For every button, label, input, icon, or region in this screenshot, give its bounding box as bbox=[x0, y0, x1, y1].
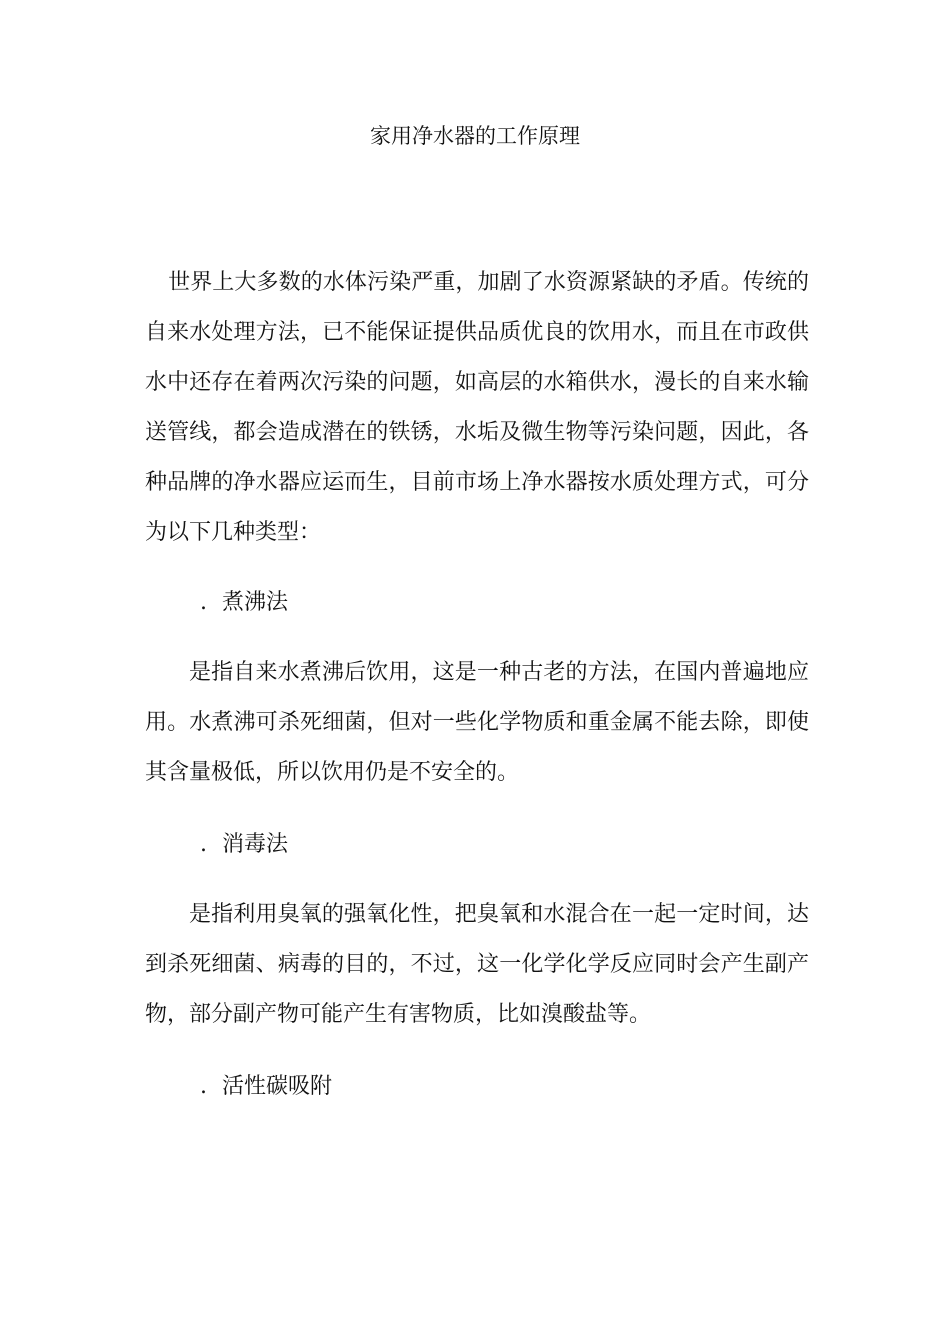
section-marker: . bbox=[200, 1074, 207, 1099]
section-heading-activated-carbon bbox=[200, 1072, 332, 1102]
document-title: 家用净水器的工作原理 bbox=[370, 124, 580, 148]
section-heading-disinfection bbox=[200, 830, 288, 860]
section-marker: . bbox=[200, 832, 207, 857]
disinfection-paragraph: 是指利用臭氧的强氧化性，把臭氧和水混合在一起一定时间，达到杀死细菌、病毒的目的，不过，这一化学化学反应同时会产生副产物，部分副产物可能产生有害物质，比如溴酸盐等。 bbox=[145, 902, 809, 1027]
section-heading-text: 煮沸法 bbox=[222, 590, 289, 615]
section-heading-text: 活性碳吸附 bbox=[222, 1074, 333, 1099]
section-marker: . bbox=[200, 590, 207, 615]
boiling-paragraph: 是指自来水煮沸后饮用，这是一种古老的方法，在国内普遍地应用。水煮沸可杀死细菌，但对一些化学物质和重金属不能去除，即使其含量极低，所以饮用仍是不安全的。 bbox=[145, 660, 809, 785]
section-heading-text: 消毒法 bbox=[222, 832, 289, 857]
section-heading-boiling bbox=[200, 588, 288, 618]
intro-paragraph: 世界上大多数的水体污染严重，加剧了水资源紧缺的矛盾。传统的自来水处理方法，已不能保证提供品质优良的饮用水，而且在市政供水中还存在着两次污染的问题，如高层的水箱供水，漫长的自来水输送管线，都会造成潜在的铁锈，水垢及微生物等污染问题，因此，各种品牌的净水器应运而生，目前市场上净水器按水质处理方式，可分为以下几种类型： bbox=[145, 270, 809, 545]
